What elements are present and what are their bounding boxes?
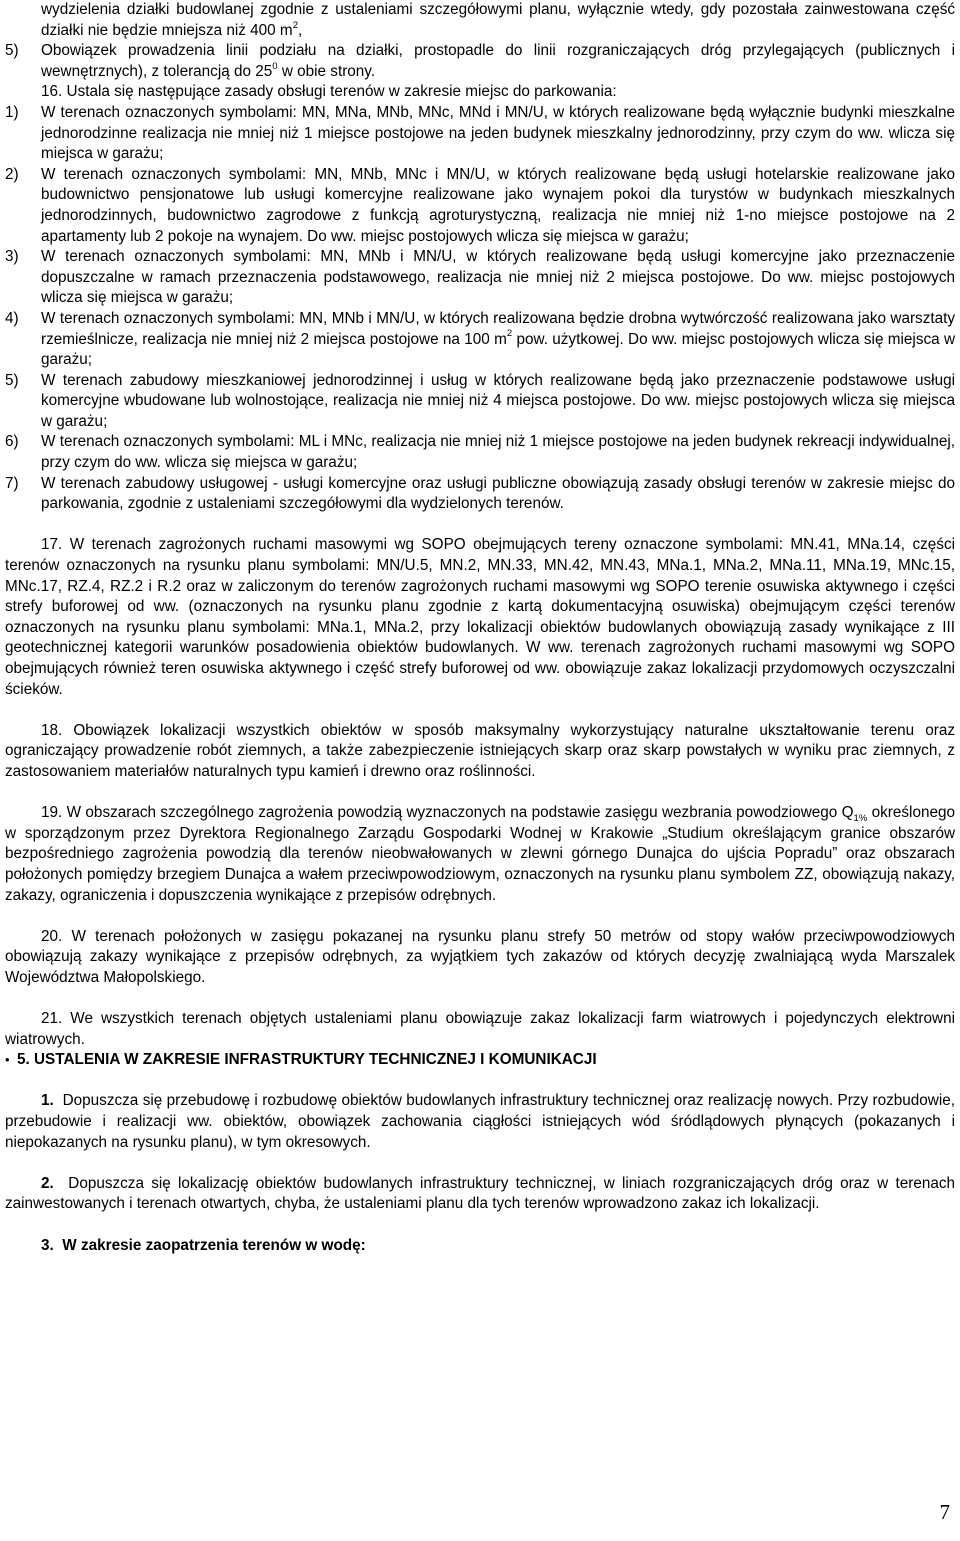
item-number: 4) (5, 309, 19, 327)
section-5-heading (5, 1050, 955, 1071)
section-5-title: 5. USTALENIA W ZAKRESIE INFRASTRUKTURY TECHNICZNEJ I KOMUNIKACJI (17, 1051, 597, 1069)
item-text: W terenach oznaczonych symbolami: MN, MNb i MN/U, w których realizowana będzie drobna wytwórczość realizowana jako warsztaty rzemieślnicze, realizacja nie mniej niż 2 miejsca postojowe na 100 m (41, 309, 955, 348)
item-text: W terenach oznaczonych symbolami: MN, MNb i MN/U, w których realizowane będą usługi komercyjne jako przeznaczenie dopuszczalne w ramach przeznaczenia podstawowego, realizacja nie mniej niż 2 miejsca postojowe. Do ww. miejsc postojowych wlicza się miejsca w garażu; (41, 248, 955, 307)
section-5-paragraph-1 (5, 1091, 955, 1153)
carryover-sup: 2 (292, 19, 298, 31)
section-5-paragraph-2 (5, 1174, 955, 1215)
carryover-line1: wydzielenia działki budowlanej zgodnie z ustaleniami szczegółowymi planu, wyłącznie wtedy, gdy pozostała (41, 1, 798, 18)
carryover-line2: zainwestowana część działki nie będzie mniejsza niż 400 m (41, 1, 955, 39)
page-number: 7 (939, 1500, 950, 1524)
item-number: 6) (5, 433, 19, 451)
item-number: 5) (5, 42, 19, 60)
item-sup: 2 (506, 328, 513, 340)
item-text-end: pow. użytkowej. Do ww. miejsc postojowych wlicza się miejsca w garażu; (41, 330, 956, 369)
list-item (5, 103, 955, 165)
list-item (5, 474, 955, 515)
item-number: 7) (5, 474, 19, 492)
paragraph-17: 17. W terenach zagrożonych ruchami masowymi wg SOPO obejmujących tereny oznaczone symbolami: MN.41, MNa.14, części terenów oznaczonych na rysunku planu symbolami: MN/U.5, MN.2, MN.33, MN.42, MN.43, MNa.1, MNa.2, MNa.11, MNa.19, MNc.15, MNc.17, RZ.4, RZ.2 i R.2 oraz w zaliczonym do terenów zagrożonych ruchami masowymi wg SOPO terenie osuwiska aktywnego i części strefy buforowej od ww. (oznaczonych na rysunku planu zgodnie z kartą dokumentacyjną osuwiska) obejmującym części terenów oznaczonych na rysunku planu symbolami: MNa.1, MNa.2, przy lokalizacji obiektów budowlanych obowiązują zasady wynikające z III geotechnicznej kategorii warunków posadowienia obiektów budowlanych. W ww. terenach zagrożonych ruchami masowymi wg SOPO obejmujących również teren osuwiska aktywnego i część strefy buforowej od ww. obowiązuje zakaz lokalizacji przydomowych oczyszczalni ścieków. (5, 536, 955, 698)
item-text: W terenach oznaczonych symbolami: MN, MNb, MNc i MN/U, w których realizowane będą usługi hotelarskie realizowane jako budownictwo pensjonatowe lub usługi komercyjne realizowane jako wynajem pokoi dla turystów w budynkach mieszkalnych jednorodzinnych, budownictwo zagrodowe z funkcją agroturystyczną, realizacja nie mniej niż 1-no miejsce postojowe na 2 apartamenty lub 2 pokoje na wynajem. Do ww. miejsc postojowych wlicza się miejsca w garażu; (41, 165, 955, 245)
list-item (5, 432, 955, 473)
item-sup: 0 (272, 60, 278, 72)
item-text-end: w obie strony. (277, 62, 376, 80)
list-item (5, 247, 955, 309)
item-text: W terenach zabudowy usługowej - usługi komercyjne oraz usługi publiczne obowiązują zasady obsługi terenów w zakresie miejsc do parkowania, zgodnie z ustaleniami szczegółowymi dla wydzielonych terenów. (41, 474, 955, 513)
item-number: 3) (5, 248, 19, 266)
paragraph-21: 21. We wszystkich terenach objętych ustaleniami planu obowiązuje zakaz lokalizacji farm wiatrowych i pojedynczych elektrowni wiatrowych. (5, 1010, 955, 1048)
paragraph-16-number: 16. (41, 83, 63, 101)
section-5-paragraph-1-number: 1. (41, 1092, 54, 1110)
list-item (5, 309, 955, 371)
item-text: W terenach oznaczonych symbolami: ML i MNc, realizacja nie mniej niż 1 miejsce postojowe na jeden budynek rekreacji indywidualnej, przy czym do ww. wlicza się miejsca w garażu; (41, 433, 955, 472)
paragraph-16-intro: Ustala się następujące zasady obsługi terenów w zakresie miejsc do parkowania: (66, 83, 617, 101)
list-item-5-top (5, 41, 955, 82)
item-number: 2) (5, 165, 19, 183)
paragraph-16 (5, 82, 955, 103)
bullet-icon: • (5, 1052, 10, 1068)
section-5-paragraph-3-text: W zakresie zaopatrzenia terenów w wodę: (62, 1236, 366, 1254)
section-5-paragraph-3 (5, 1236, 955, 1257)
section-5-paragraph-2-text: Dopuszcza się lokalizację obiektów budowlanych infrastruktury technicznej, w liniach rozgraniczających dróg oraz w terenach zainwestowanych i terenach otwartych, chyba, że ustaleniami planu dla tych terenów wprowadzono zakaz ich lokalizacji. (5, 1174, 956, 1213)
section-5-paragraph-1-text: Dopuszcza się przebudowę i rozbudowę obiektów budowlanych infrastruktury technicznej oraz realizację nowych. Przy rozbudowie, przebudowie i realizacji ww. obiektów, obowiązek zachowania ciągłości istniejących wód śródlądowych płynących (pokazanych i niepokazanych na rysunku planu), w tym okresowych. (5, 1092, 956, 1151)
paragraph-20: 20. W terenach położonych w zasięgu pokazanej na rysunku planu strefy 50 metrów od stopy wałów przeciwpowodziowych obowiązują zakazy wynikające z przepisów odrębnych, za wyjątkiem tych zakazów od których decyzję zwalniającą wyda Marszalek Województwa Małopolskiego. (5, 927, 955, 986)
paragraph-carryover (5, 0, 955, 41)
item-text: W terenach zabudowy mieszkaniowej jednorodzinnej i usług w których realizowane będą jako przeznaczenie podstawowe usługi komercyjne wbudowane lub wolnostojące, realizacja nie mniej niż 4 miejsca postojowe. Do ww. miejsc postojowych wlicza się miejsca w garażu; (41, 371, 955, 430)
list-item (5, 371, 955, 433)
item-text: Obowiązek prowadzenia linii podziału na działki, prostopadle do linii rozgraniczających dróg przylegających (publicznych i wewnętrznych), z tolerancją do 25 (41, 42, 955, 80)
list-item (5, 165, 955, 247)
paragraph-19-sub: 1% (853, 813, 868, 825)
carryover-line2-end: , (297, 21, 303, 39)
document-page (5, 0, 955, 1256)
paragraph-18: 18. Obowiązek lokalizacji wszystkich obiektów w sposób maksymalny wykorzystujący naturalne ukształtowanie terenu oraz ograniczający prowadzenie robót ziemnych, a także zabezpieczenie istniejących skarp oraz skarp powstałych w wyniku prac ziemnych, z zastosowaniem materiałów naturalnych typu kamień i drewno oraz roślinności. (5, 721, 955, 780)
section-5-paragraph-2-number: 2. (41, 1174, 54, 1192)
item-number: 1) (5, 103, 19, 121)
paragraph-19-text: 19. W obszarach szczególnego zagrożenia powodzią wyznaczonych na podstawie zasięgu wezbrania powodziowego Q (41, 804, 854, 822)
section-5-paragraph-3-number: 3. (41, 1236, 54, 1254)
paragraph-19 (5, 803, 955, 906)
item-text: W terenach oznaczonych symbolami: MN, MNa, MNb, MNc, MNd i MN/U, w których realizowane będą wyłącznie budynki mieszkalne jednorodzinne realizacja nie mniej niż 1 miejsce postojowe na jeden budynek mieszkalny jednorodzinny, przy czym do ww. wlicza się miejsca w garażu; (41, 103, 955, 163)
item-number: 5) (5, 371, 19, 389)
paragraph-19-text-end: określonego w sporządzonym przez Dyrektora Regionalnego Zarządu Gospodarki Wodnej w Krakowie „Studium określającym granice obszarów bezpośredniego zagrożenia powodzią dla terenów nieobwałowanych w zlewni górnego Dunajca do ujścia Popradu” oraz obszarach położonych pomiędzy brzegiem Dunajca a wałem przeciwpowodziowym, oznaczonych na rysunku planu symbolem ZZ, obowiązują nakazy, zakazy, ograniczenia i dopuszczenia wynikające z przepisów odrębnych. (5, 804, 955, 904)
